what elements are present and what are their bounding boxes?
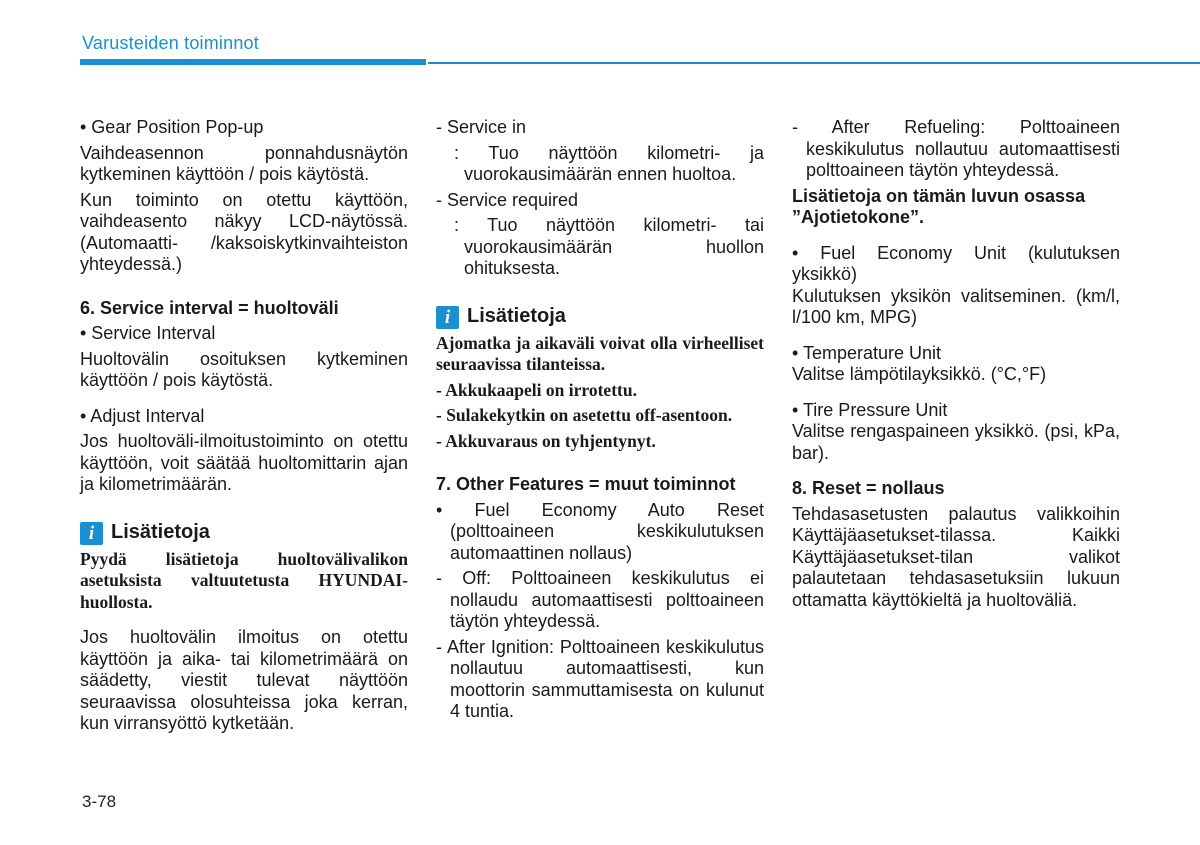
adjust-interval-bullet: • Adjust Interval: [80, 405, 205, 426]
section-7-heading: 7. Other Features = muut toiminnot: [436, 474, 736, 494]
page-header-title: Varusteiden toiminnot: [82, 33, 259, 53]
page-number: 3-78: [82, 792, 117, 811]
column-2: [436, 117, 764, 723]
after-refueling-item: - After Refueling: Polttoaineen keskikulutus nollautuu automaattisesti polttoaineen täytön yhteydessä.: [792, 117, 1120, 180]
gear-position-bullet: • Gear Position Pop-up: [80, 117, 264, 137]
fuel-economy-unit-bullet: • Fuel Economy Unit (kulutuksen yksikkö): [792, 242, 1120, 284]
service-required-item: - Service required: [436, 189, 579, 210]
service-interval-bullet: • Service Interval: [80, 323, 216, 343]
tire-pressure-unit-bullet: • Tire Pressure Unit: [792, 399, 948, 420]
temperature-unit-bullet: • Temperature Unit: [792, 342, 942, 363]
fuel-economy-auto-reset-bullet: • Fuel Economy Auto Reset (polttoaineen keskikulutuksen automaattinen nollaus): [436, 499, 764, 563]
fuel-economy-unit-desc: Kulutuksen yksikön valitseminen. (km/l, l/100 km, MPG): [792, 285, 1120, 327]
adjust-interval-desc: Jos huoltoväli-ilmoitustoiminto on otettu käyttöön, voit säätää huoltomittarin ajan ja kilometrimäärän.: [80, 431, 408, 494]
reset-desc: Tehdasasetusten palautus valikkoihin Käyttäjäasetukset-tilassa. Kaikki Käyttäjäasetukset-tilan valikot palautetaan tehdasasetuksiin lukuun ottamatta käyttökieltä ja huoltoväliä.: [792, 503, 1120, 610]
column-1: [80, 117, 408, 735]
temperature-unit-desc: Valitse lämpötilayksikkö. (°C,°F): [792, 364, 1047, 384]
info-icon: i: [80, 522, 103, 545]
tire-pressure-unit-desc: Valitse rengaspaineen yksikkö. (psi, kPa, bar).: [792, 421, 1120, 463]
service-in-desc: : Tuo näyttöön kilometri- ja vuorokausimäärän ennen huoltoa.: [454, 142, 764, 184]
info-list-item: - Akkuvaraus on tyhjentynyt.: [436, 430, 656, 451]
header-rule: [428, 62, 1200, 64]
gear-position-desc: Vaihdeasennon ponnahdusnäytön kytkeminen käyttöön / pois käytöstä.: [80, 142, 408, 184]
section-6-heading: 6. Service interval = huoltoväli: [80, 297, 339, 318]
column-3: [792, 117, 1120, 611]
info-icon: i: [436, 306, 459, 329]
off-option-item: - Off: Polttoaineen keskikulutus ei nollaudu automaattisesti polttoaineen täytön yhteydessä.: [436, 568, 764, 631]
service-notice-desc: Jos huoltovälin ilmoitus on otettu käyttöön ja aika- tai kilometrimäärä on säädetty, viestit tulevat näyttöön seuraavissa olosuhteissa joka kerran, kun virransyöttö kytketään.: [80, 627, 408, 733]
service-in-item: - Service in: [436, 117, 527, 137]
info-list-item: - Akkukaapeli on irrotettu.: [436, 379, 637, 400]
info-box-title: Lisätietoja: [111, 521, 210, 544]
service-required-desc: : Tuo näyttöön kilometri- tai vuorokausimäärän huollon ohituksesta.: [454, 215, 764, 278]
header-accent-bar: [80, 59, 426, 65]
info-box-header: [436, 306, 764, 329]
gear-position-detail: Kun toiminto on otettu käyttöön, vaihdeasento näkyy LCD-näytössä. (Automaatti- /kaksoiskytkinvaihteiston yhteydessä.): [80, 189, 408, 274]
section-8-heading: 8. Reset = nollaus: [792, 478, 945, 498]
service-interval-desc: Huoltovälin osoituksen kytkeminen käyttöön / pois käytöstä.: [80, 348, 408, 390]
info-box-text: Ajomatka ja aikaväli voivat olla virheelliset seuraavissa tilanteissa.: [436, 332, 764, 374]
info-box-title: Lisätietoja: [467, 305, 566, 328]
more-info-note: Lisätietoja on tämän luvun osassa ”Ajotietokone”.: [792, 185, 1086, 227]
after-ignition-item: - After Ignition: Polttoaineen keskikulutus nollautuu automaattisesti, kun moottorin sammuttamisesta on kulunut 4 tuntia.: [436, 636, 764, 721]
info-box-header: [80, 522, 408, 545]
info-list-item: - Sulakekytkin on asetettu off-asentoon.: [436, 405, 733, 425]
info-box-text: Pyydä lisätietoja huoltovälivalikon asetuksista valtuutetusta HYUNDAI-huollosta.: [80, 548, 408, 612]
